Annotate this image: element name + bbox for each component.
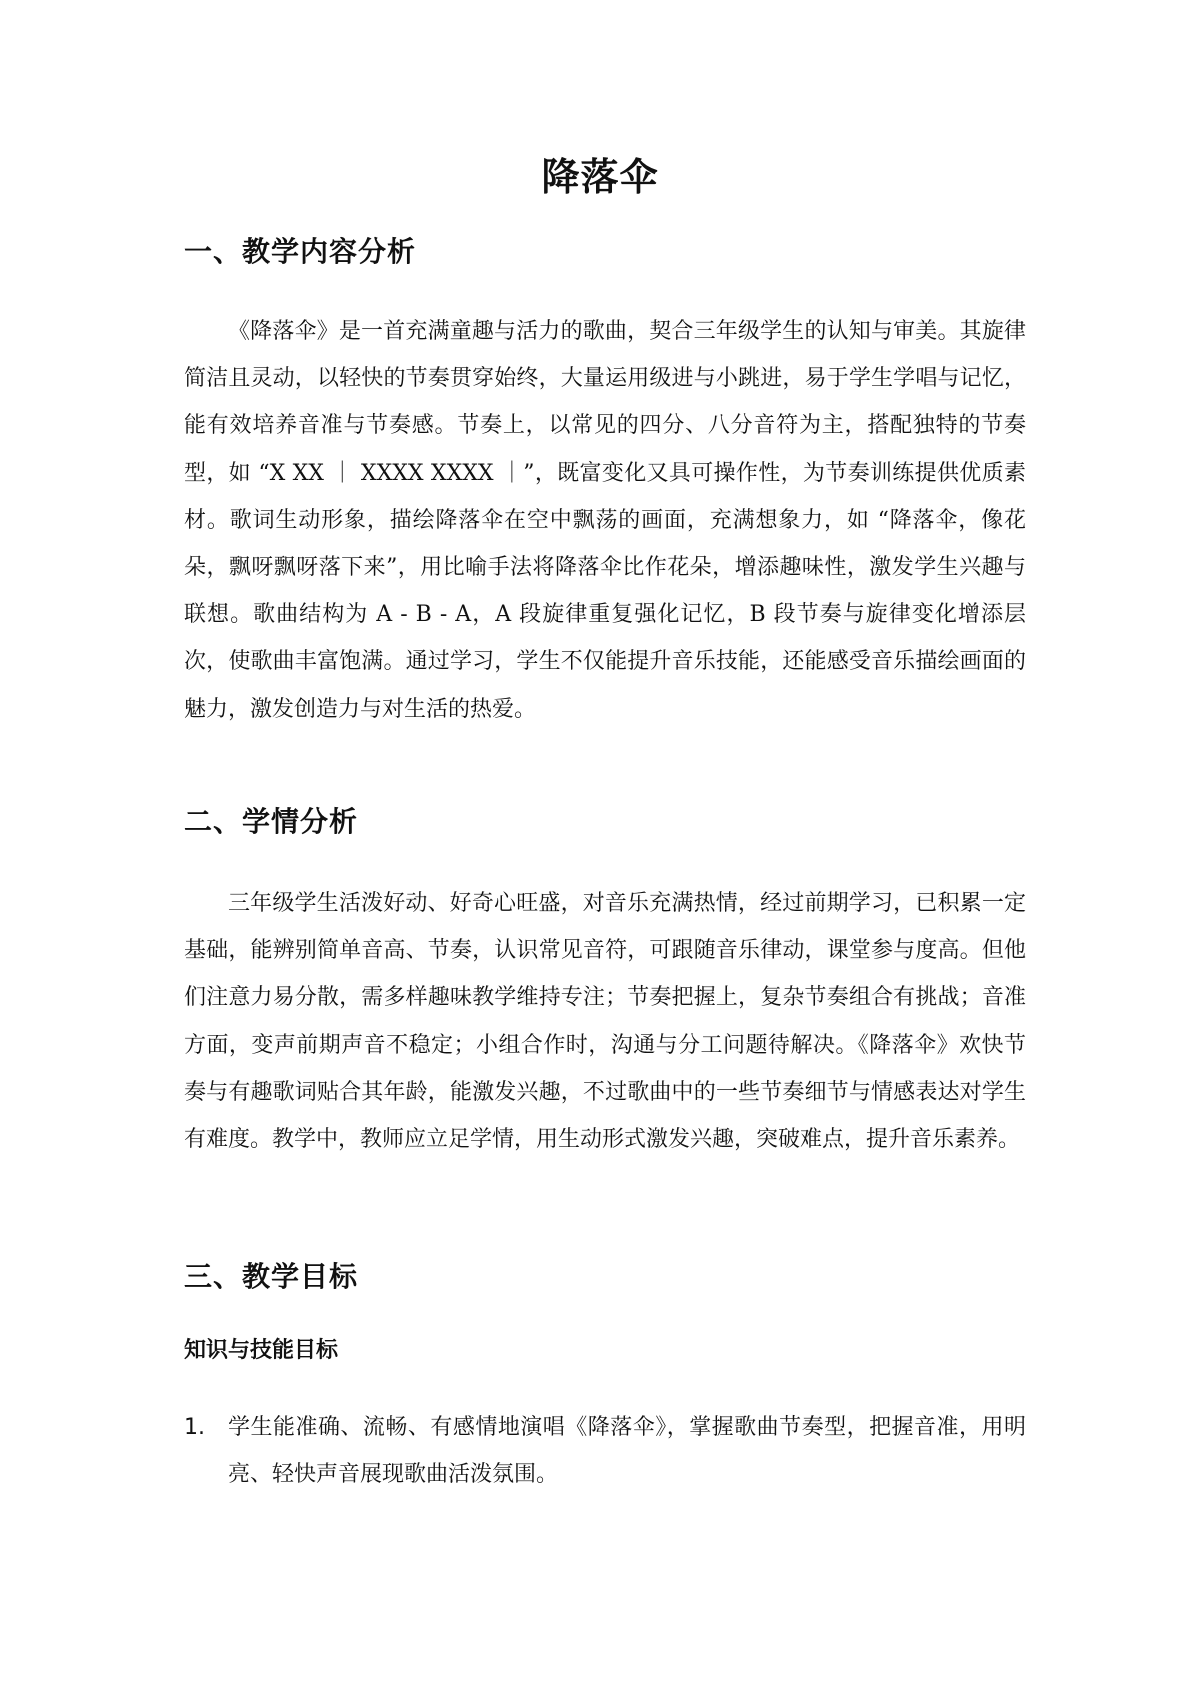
section-heading-content-analysis: 一、教学内容分析 bbox=[184, 235, 417, 268]
list-item bbox=[184, 1404, 1026, 1498]
section-paragraph-student-analysis: 三年级学生活泼好动、好奇心旺盛，对音乐充满热情，经过前期学习，已积累一定基础，能辨别简单音高、节奏，认识常见音符，可跟随音乐律动，课堂参与度高。但他们注意力易分散，需多样趣味教学维持专注；节奏把握上，复杂节奏组合有挑战；音准方面，变声前期声音不稳定；小组合作时，沟通与分工问题待解决。《降落伞》欢快节奏与有趣歌词贴合其年龄，能激发兴趣，不过歌曲中的一些节奏细节与情感表达对学生有难度。教学中，教师应立足学情，用生动形式激发兴趣，突破难点，提升音乐素养。 bbox=[184, 891, 1026, 1153]
document-title: 降落伞 bbox=[541, 155, 659, 199]
subheading-knowledge-skills: 知识与技能目标 bbox=[184, 1338, 339, 1363]
section-heading-student-analysis: 二、学情分析 bbox=[184, 805, 359, 838]
list-item-text: 学生能准确、流畅、有感情地演唱《降落伞》，掌握歌曲节奏型，把握音准，用明亮、轻快声音展现歌曲活泼氛围。 bbox=[228, 1415, 1026, 1487]
section-paragraph-content-analysis: 《降落伞》是一首充满童趣与活力的歌曲，契合三年级学生的认知与审美。其旋律简洁且灵动，以轻快的节奏贯穿始终，大量运用级进与小跳进，易于学生学唱与记忆，能有效培养音准与节奏感。节奏上，以常见的四分、八分音符为主，搭配独特的节奏型，如 “X XX ｜ XXXX XXXX ｜”，既富变化又具可操作性，为节奏训练提供优质素材。歌词生动形象，描绘降落伞在空中飘荡的画面，充满想象力，如 “降落伞，像花朵，飘呀飘呀落下来”，用比喻手法将降落伞比作花朵，增添趣味性，激发学生兴趣与联想。歌曲结构为 A - B - A，A 段旋律重复强化记忆，B 段节奏与旋律变化增添层次，使歌曲丰富饱满。通过学习，学生不仅能提升音乐技能，还能感受音乐描绘画面的魅力，激发创造力与对生活的热爱。 bbox=[184, 319, 1026, 722]
section-heading-teaching-goals: 三、教学目标 bbox=[184, 1260, 359, 1293]
list-item-number: 1. bbox=[184, 1415, 205, 1440]
